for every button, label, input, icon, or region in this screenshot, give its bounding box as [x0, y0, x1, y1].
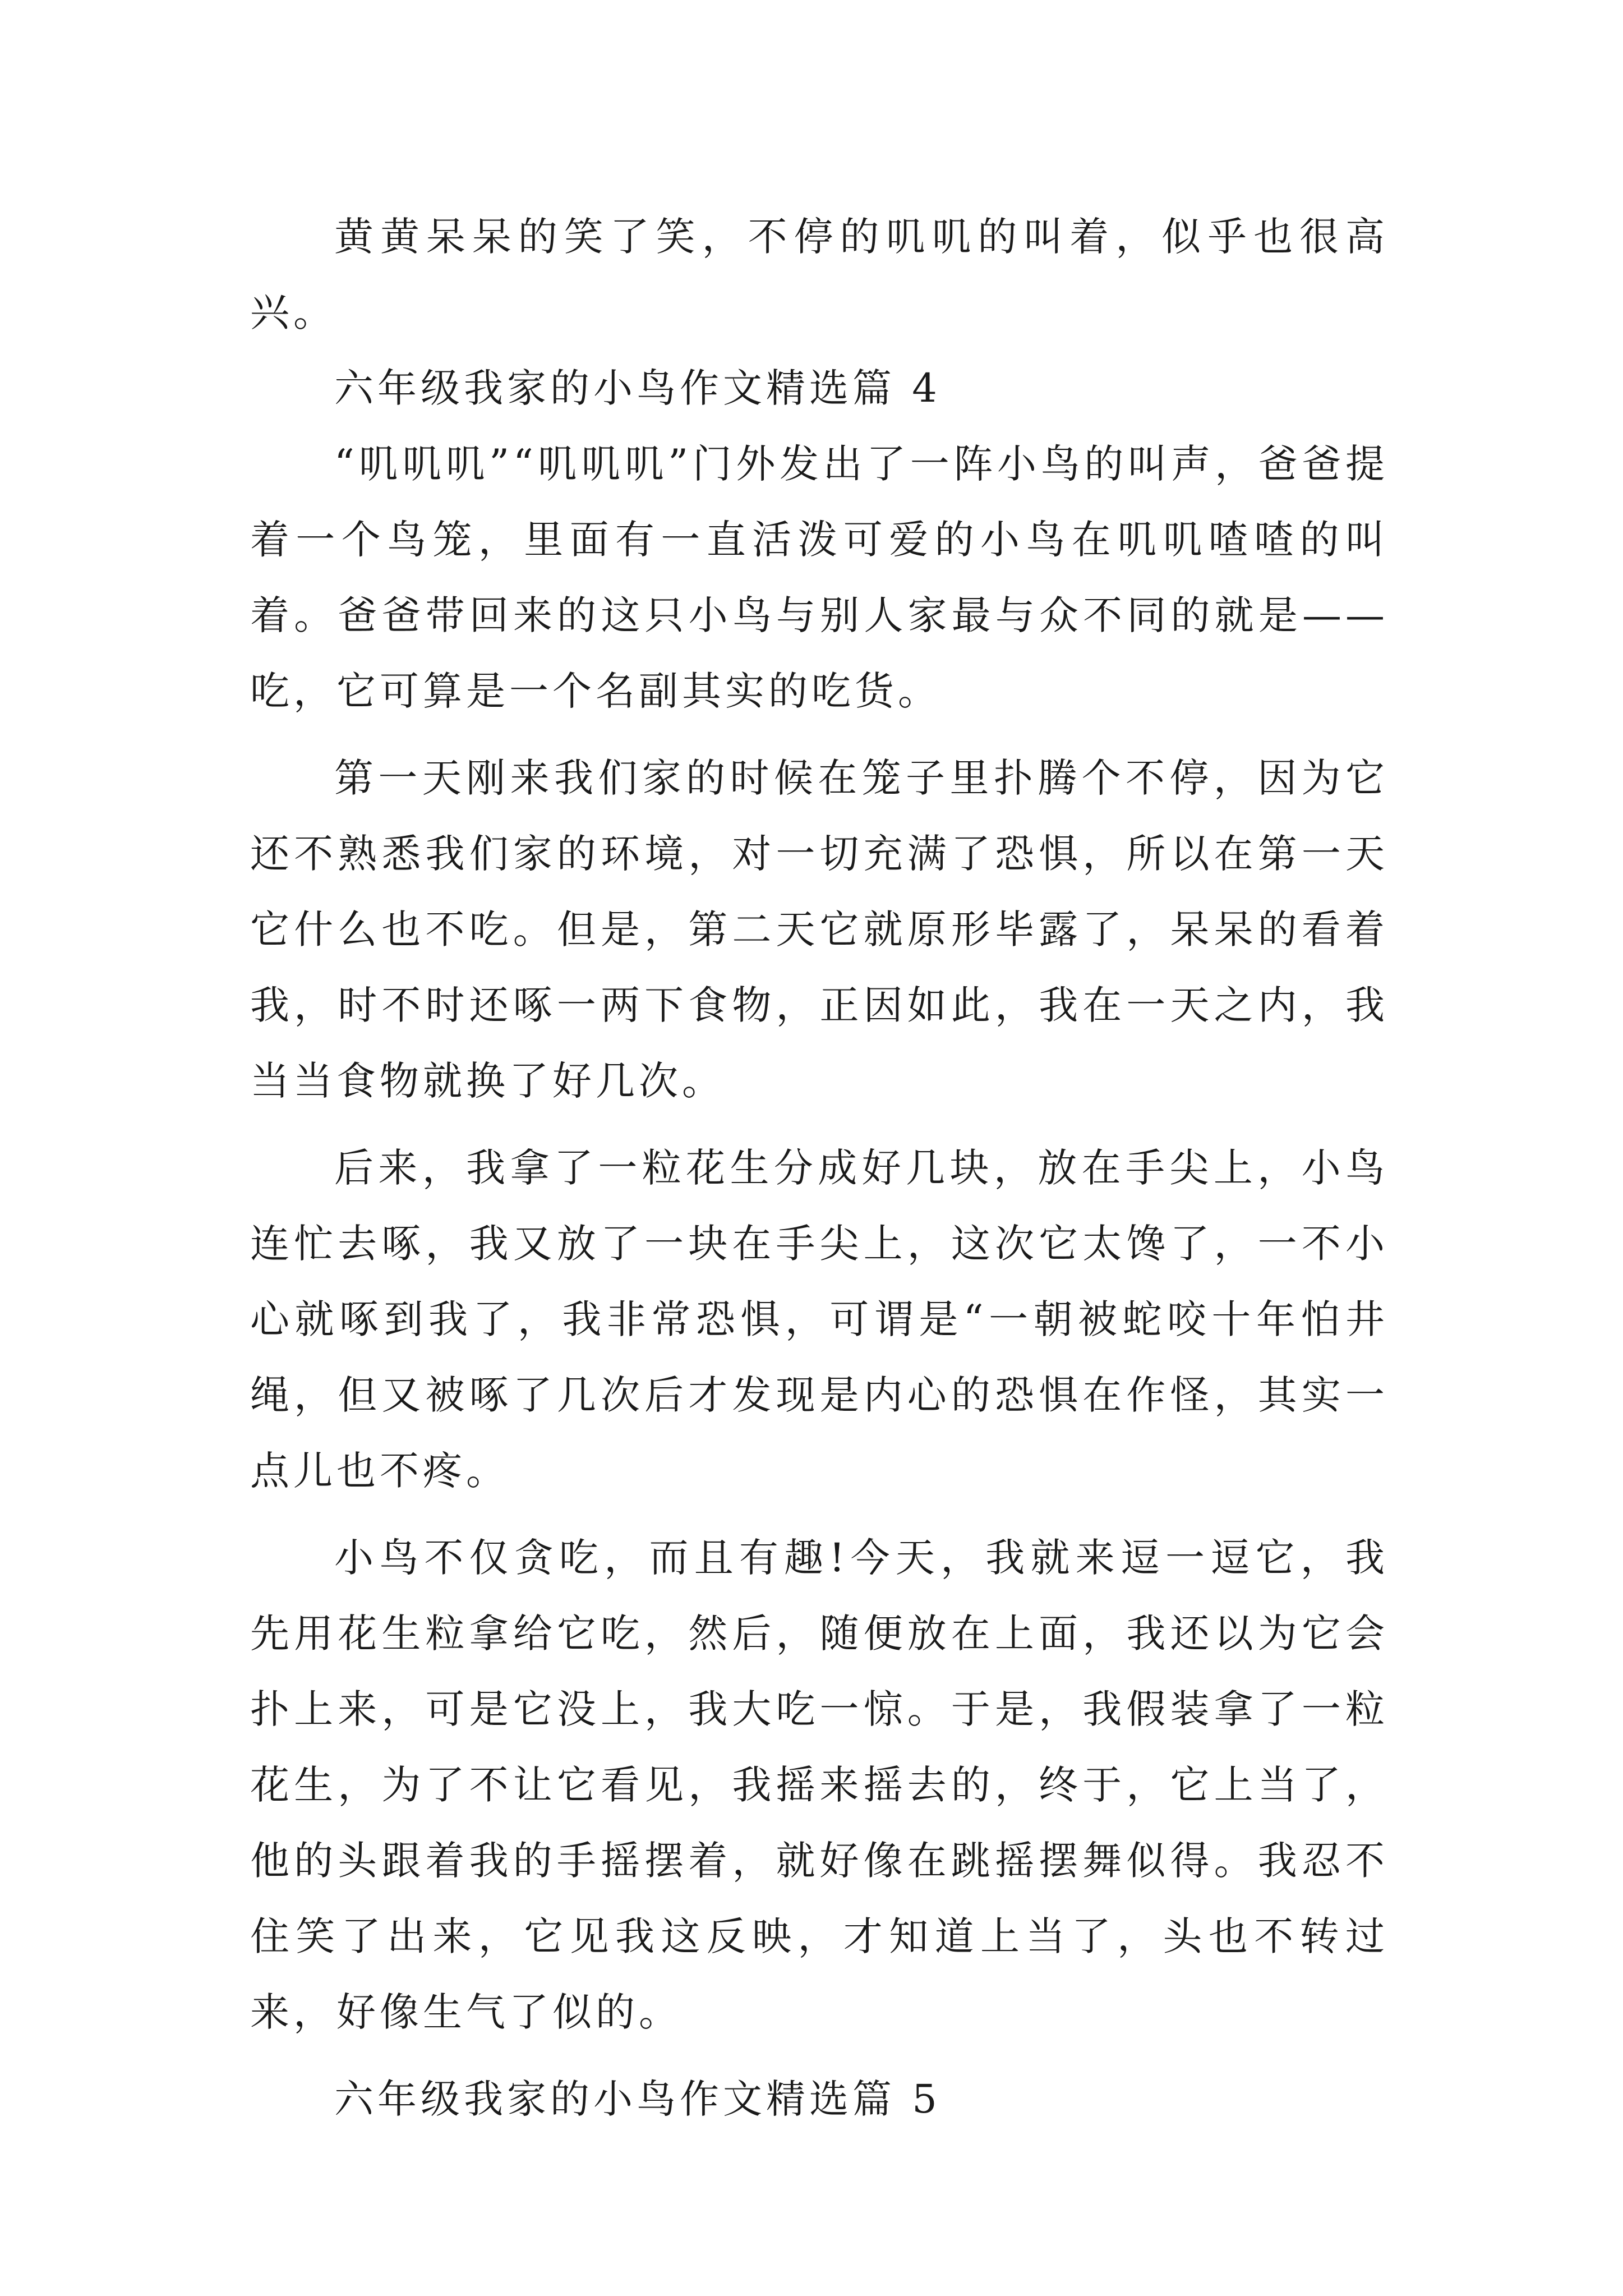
paragraph-gap [250, 1119, 1389, 1130]
document-body [250, 199, 1389, 2137]
paragraph: “叽叽叽”“叽叽叽”门外发出了一阵小鸟的叫声，爸爸提着一个鸟笼，里面有一直活泼可爱的小鸟在叽叽喳喳的叫着。爸爸带回来的这只小鸟与别人家最与众不同的就是——吃，它可算是一个名副其实的吃货。 [250, 441, 1389, 714]
section-heading: 六年级我家的小鸟作文精选篇 5 [334, 2076, 941, 2122]
section-heading: 六年级我家的小鸟作文精选篇 4 [334, 365, 941, 411]
paragraph: 后来，我拿了一粒花生分成好几块，放在手尖上，小鸟连忙去啄，我又放了一块在手尖上，这次它太馋了，一不小心就啄到我了，我非常恐惧，可谓是“一朝被蛇咬十年怕井绳，但又被啄了几次后才发现是内心的恐惧在作怪，其实一点儿也不疼。 [250, 1145, 1389, 1494]
paragraph: 第一天刚来我们家的时候在笼子里扑腾个不停，因为它还不熟悉我们家的环境，对一切充满了恐惧，所以在第一天它什么也不吃。但是，第二天它就原形毕露了，呆呆的看着我，时不时还啄一两下食物，正因如此，我在一天之内，我当当食物就换了好几次。 [250, 755, 1389, 1104]
paragraph: 黄黄呆呆的笑了笑，不停的叽叽的叫着，似乎也很高兴。 [250, 214, 1389, 335]
paragraph-gap [250, 729, 1389, 740]
paragraph-gap [250, 2050, 1389, 2062]
paragraph-gap [250, 1509, 1389, 1520]
paragraph: 小鸟不仅贪吃，而且有趣!今天，我就来逗一逗它，我先用花生粒拿给它吃，然后，随便放在上面，我还以为它会扑上来，可是它没上，我大吃一惊。于是，我假装拿了一粒花生，为了不让它看见，我摇来摇去的，终于，它上当了，他的头跟着我的手摇摆着，就好像在跳摇摆舞似得。我忍不住笑了出来，它见我这反映，才知道上当了，头也不转过来，好像生气了似的。 [250, 1535, 1389, 2035]
